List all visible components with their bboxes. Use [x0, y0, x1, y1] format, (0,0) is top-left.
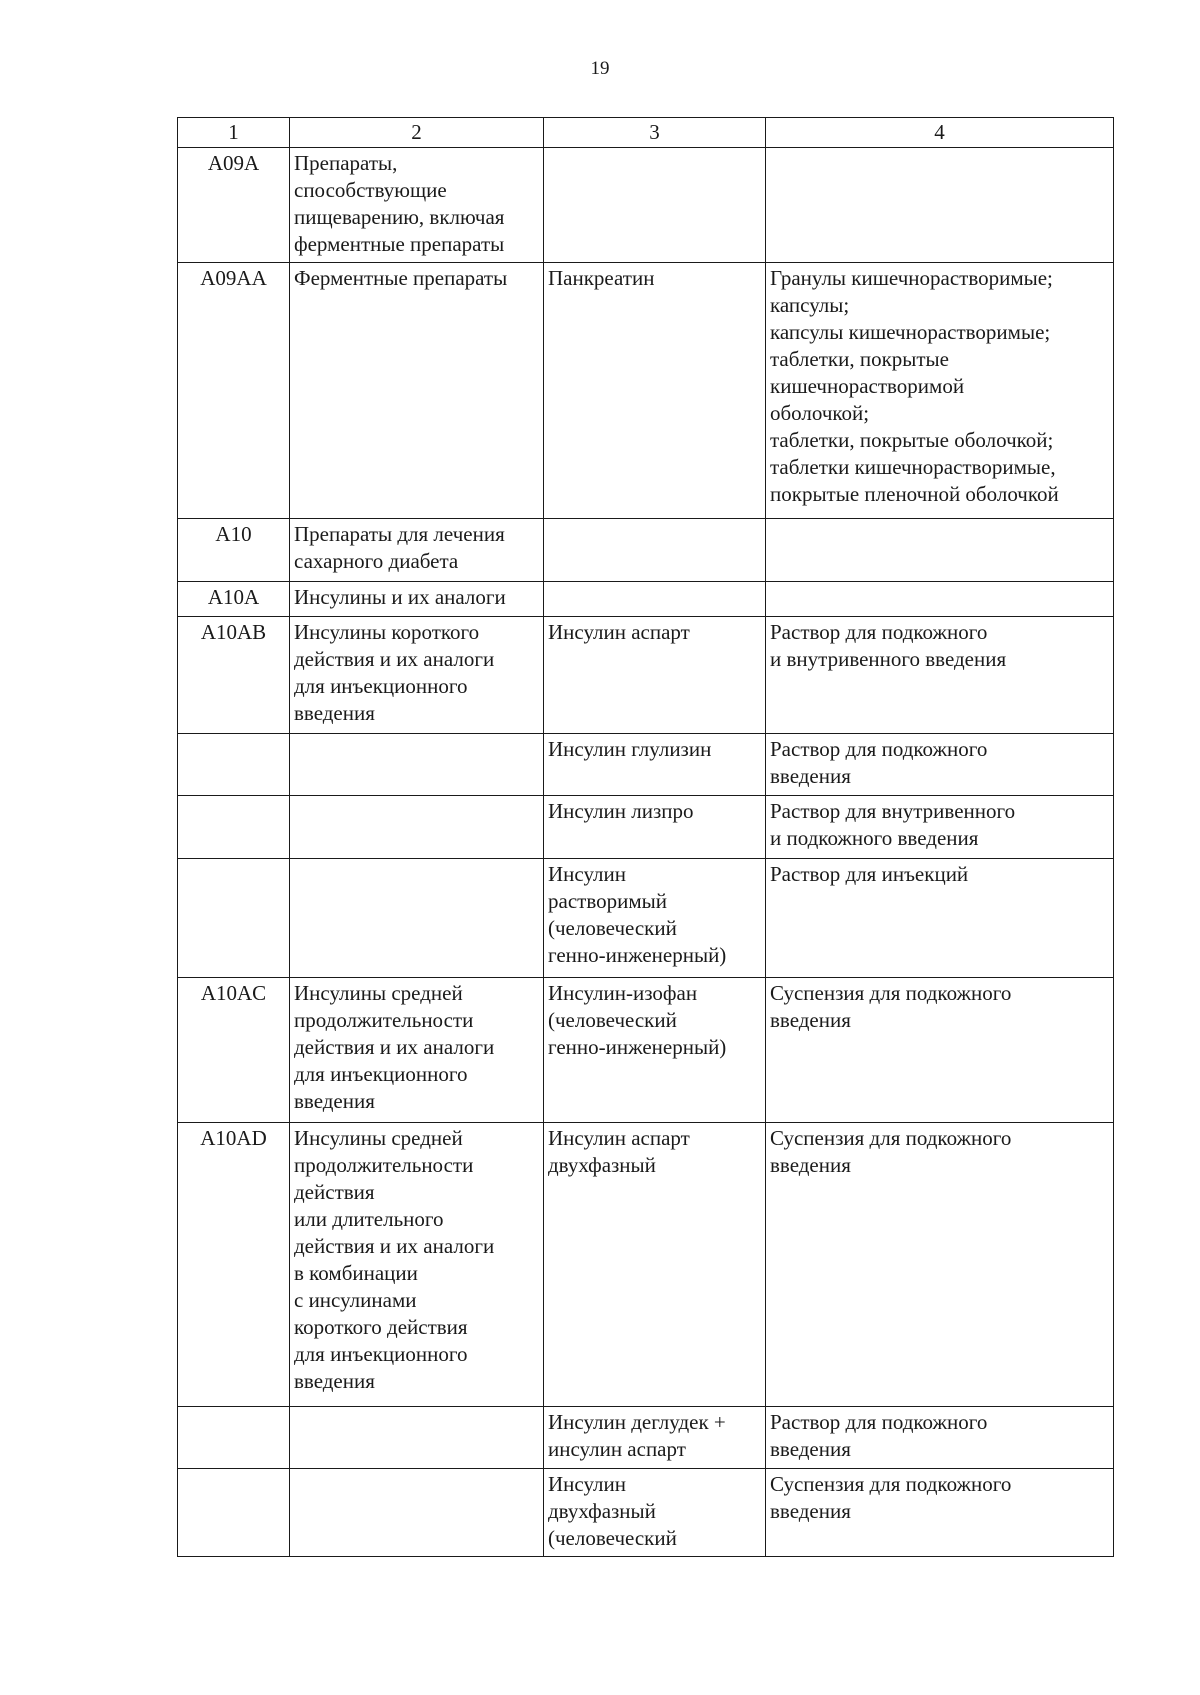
cell-drug: Инсулин двухфазный (человеческий — [544, 1469, 766, 1557]
cell-name: Инсулины средней продолжительности действия и их аналоги для инъекционного введения — [290, 978, 544, 1123]
cell-code: A09AA — [178, 263, 290, 519]
cell-drug: Инсулин аспарт двухфазный — [544, 1123, 766, 1407]
table-row — [178, 859, 1114, 978]
cell-form: Раствор для подкожного введения — [766, 1407, 1114, 1469]
cell-form — [766, 148, 1114, 263]
table-row — [178, 582, 1114, 617]
cell-name: Инсулины и их аналоги — [290, 582, 544, 617]
cell-form — [766, 519, 1114, 582]
cell-drug: Инсулин-изофан (человеческий генно-инженерный) — [544, 978, 766, 1123]
cell-code: A10AB — [178, 617, 290, 734]
cell-form: Суспензия для подкожного введения — [766, 1469, 1114, 1557]
cell-code — [178, 796, 290, 859]
page-number: 19 — [590, 58, 610, 79]
cell-form: Раствор для инъекций — [766, 859, 1114, 978]
cell-form: Суспензия для подкожного введения — [766, 1123, 1114, 1407]
table-row — [178, 148, 1114, 263]
cell-form: Гранулы кишечнорастворимые; капсулы; капсулы кишечнорастворимые; таблетки, покрытые кишечнорастворимой оболочкой; таблетки, покрытые оболочкой; таблетки кишечнорастворимые, покрытые пленочной оболочкой — [766, 263, 1114, 519]
cell-drug: Инсулин деглудек + инсулин аспарт — [544, 1407, 766, 1469]
cell-code: A10AD — [178, 1123, 290, 1407]
cell-name: Препараты для лечения сахарного диабета — [290, 519, 544, 582]
cell-name — [290, 1469, 544, 1557]
cell-code: A10 — [178, 519, 290, 582]
table-row — [178, 796, 1114, 859]
table-row — [178, 978, 1114, 1123]
cell-drug: Инсулин аспарт — [544, 617, 766, 734]
cell-drug: Инсулин растворимый (человеческий генно-инженерный) — [544, 859, 766, 978]
table-row — [178, 519, 1114, 582]
cell-form: Раствор для подкожного и внутривенного введения — [766, 617, 1114, 734]
cell-name: Инсулины короткого действия и их аналоги для инъекционного введения — [290, 617, 544, 734]
cell-drug — [544, 148, 766, 263]
cell-name — [290, 734, 544, 796]
cell-form: Раствор для внутривенного и подкожного введения — [766, 796, 1114, 859]
cell-name: Инсулины средней продолжительности действия или длительного действия и их аналоги в комбинации с инсулинами короткого действия для инъекционного введения — [290, 1123, 544, 1407]
cell-code: A09A — [178, 148, 290, 263]
cell-name — [290, 796, 544, 859]
cell-code — [178, 734, 290, 796]
cell-name: Препараты, способствующие пищеварению, включая ферментные препараты — [290, 148, 544, 263]
table-row — [178, 1469, 1114, 1557]
cell-code — [178, 1469, 290, 1557]
table-row — [178, 617, 1114, 734]
cell-form: Раствор для подкожного введения — [766, 734, 1114, 796]
cell-drug — [544, 582, 766, 617]
cell-drug: Инсулин глулизин — [544, 734, 766, 796]
drug-classification-table — [177, 117, 1114, 1557]
cell-drug: Панкреатин — [544, 263, 766, 519]
cell-drug — [544, 519, 766, 582]
cell-code: A10A — [178, 582, 290, 617]
table-row — [178, 734, 1114, 796]
cell-drug: Инсулин лизпро — [544, 796, 766, 859]
cell-form: Суспензия для подкожного введения — [766, 978, 1114, 1123]
table-row — [178, 1123, 1114, 1407]
column-header-name: 2 — [290, 118, 544, 148]
cell-code — [178, 859, 290, 978]
table-row — [178, 263, 1114, 519]
cell-name: Ферментные препараты — [290, 263, 544, 519]
cell-code: A10AC — [178, 978, 290, 1123]
column-header-drug: 3 — [544, 118, 766, 148]
column-number-row — [178, 118, 1114, 148]
cell-form — [766, 582, 1114, 617]
column-header-form: 4 — [766, 118, 1114, 148]
column-header-code: 1 — [178, 118, 290, 148]
cell-name — [290, 1407, 544, 1469]
cell-code — [178, 1407, 290, 1469]
cell-name — [290, 859, 544, 978]
table-row — [178, 1407, 1114, 1469]
